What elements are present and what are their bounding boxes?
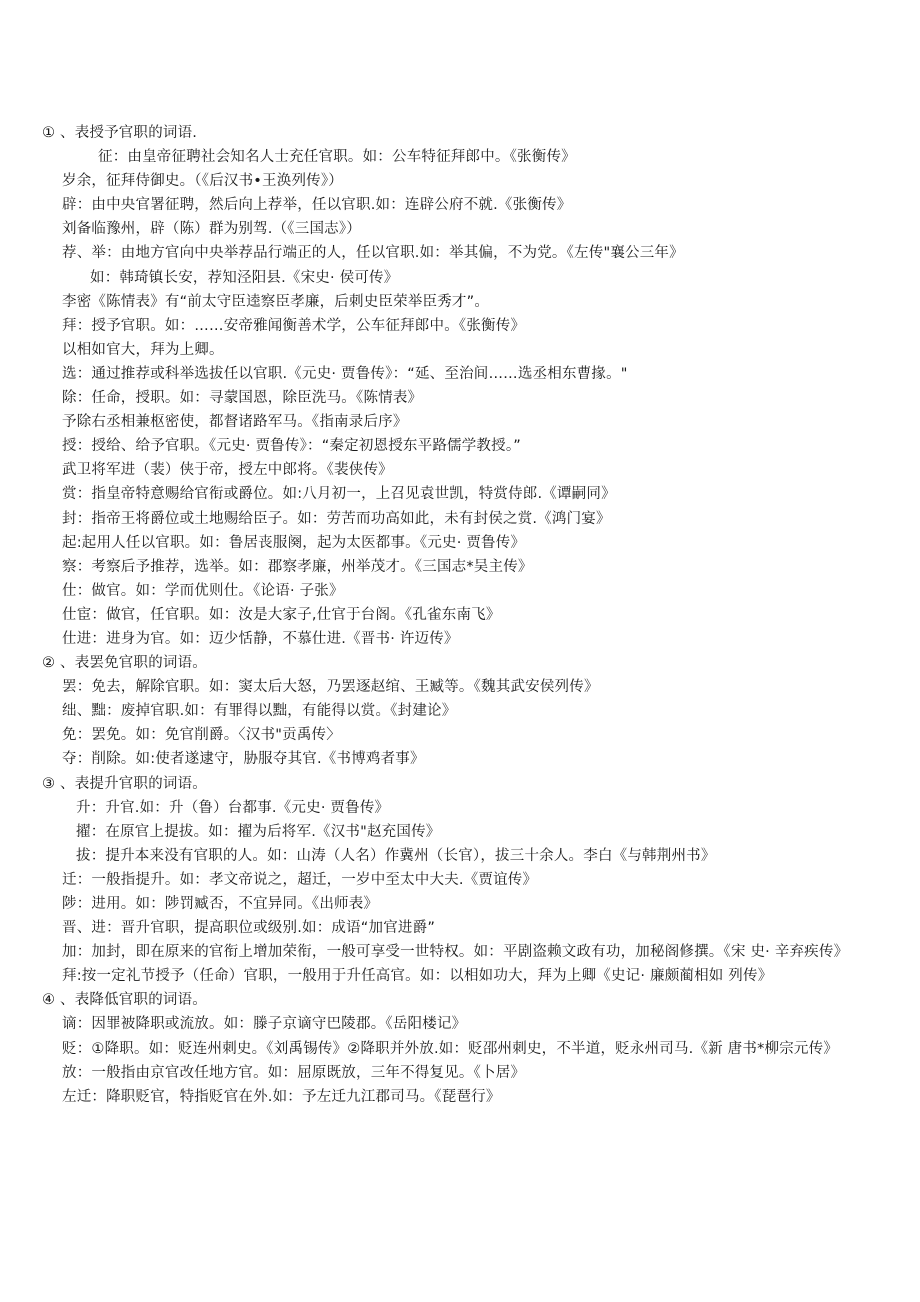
text-line: 刘备临豫州，辟（陈）群为别驾.（《三国志》） (62, 221, 362, 238)
text-line: 封：指帝王将爵位或土地赐给臣子。如：劳苦而功高如此，未有封侯之赏.《鸿门宴》 (62, 510, 611, 527)
text-line: 仕：做官。如：学而优则仕。《论语· 子张》 (62, 582, 344, 599)
text-line: 征：由皇帝征聘社会知名人士充任官职。如：公车特征拜郎中。《张衡传》 (98, 149, 576, 166)
text-line: 武卫将军进（裴）侠于帝，授左中郎将。《裴侠传》 (62, 462, 393, 479)
text-line: 拜：授予官职。如：……安帝雅闻衡善术学，公车征拜郎中。《张衡传》 (62, 317, 526, 334)
document-body (42, 121, 902, 1109)
text-line: 选：通过推荐或科举选拔任以官职.《元史· 贾鲁传》：“延、至治间……选丞相东曹掾。" (62, 365, 628, 382)
text-line: 晋、进：晋升官职，提高职位或级别.如：成语“加官进爵” (62, 920, 436, 937)
text-line: 授：授给、给予官职。《元史· 贾鲁传》：“秦定初恩授东平路儒学教授。” (62, 438, 521, 455)
text-line: 李密《陈情表》有“前太守臣逵察臣孝廉，后刺史臣荣举臣秀才”。 (62, 293, 490, 310)
text-line: 夺：削除。如:使者遂逮守，胁服夺其官.《书博鸡者事》 (62, 751, 425, 768)
text-line: 升：升官.如：升（鲁）台都事.《元史· 贾鲁传》 (76, 799, 390, 816)
text-line: 拔：提升本来没有官职的人。如：山涛（人名）作冀州（长官），拔三十余人。李白《与韩荆州书》 (76, 847, 716, 864)
section-heading: ③ 、表提升官职的词语。 (42, 775, 208, 792)
text-line: 谪：因罪被降职或流放。如：滕子京谪守巴陵郡。《岳阳楼记》 (62, 1016, 467, 1033)
text-line: 仕宦：做官，任官职。如：汝是大家子,仕官于台阁。《孔雀东南飞》 (62, 606, 501, 623)
text-line: 如：韩琦镇长安，荐知泾阳县.《宋史· 侯可传》 (90, 269, 399, 286)
text-line: 罢：免去，解除官职。如：窦太后大怒，乃罢逐赵绾、王臧等。《魏其武安侯列传》 (62, 679, 599, 696)
text-line: 迁：一般指提升。如：孝文帝说之，超迁，一岁中至太中大夫.《贾谊传》 (62, 871, 538, 888)
text-line: 予除右丞相兼枢密使，都督诸路军马。《指南录后序》 (62, 414, 408, 431)
text-line: 起:起用人任以官职。如：鲁居丧服阕，起为太医都事。《元史· 贾鲁传》 (62, 534, 526, 551)
text-line: 赏：指皇帝特意赐给官衔或爵位。如:八月初一，上召见袁世凯，特赏侍郎.《谭嗣同》 (62, 486, 616, 503)
text-line: 左迁：降职贬官，特指贬官在外.如：予左迁九江郡司马。《琵琶行》 (62, 1088, 501, 1105)
text-line: 除：任命，授职。如：寻蒙国恩，除臣洗马。《陈情表》 (62, 390, 423, 407)
text-line: 擢：在原官上提拔。如：擢为后将军.《汉书"赵充国传》 (76, 823, 441, 840)
text-line: 察：考察后予推荐，选举。如：郡察孝廉，州举茂才。《三国志*吴主传》 (62, 558, 533, 575)
text-line: 岁余，征拜侍御史。（《后汉书•王涣列传》） (62, 173, 344, 190)
section-heading: ② 、表罢免官职的词语。 (42, 655, 208, 672)
text-line: 辟：由中央官署征聘，然后向上荐举，任以官职.如：连辟公府不就.《张衡传》 (62, 197, 572, 214)
text-line: 加：加封，即在原来的官衔上增加荣衔，一般可享受一世特权。如：平剧盗赖文政有功，加秘阁修撰。《宋 史· 辛弃疾传》 (62, 944, 849, 961)
section-heading: ① 、表授予官职的词语. (42, 125, 198, 141)
text-line: 以相如官大，拜为上卿。 (62, 341, 224, 358)
text-line: 贬：①降职。如：贬连州刺史。《刘禹锡传》②降职并外放.如：贬邵州刺史，不半道，贬永州司马.《新 唐书*柳宗元传》 (62, 1040, 839, 1057)
text-line: 绌、黜：废掉官职.如：有罪得以黜，有能得以赏。《封建论》 (62, 703, 457, 720)
section-heading: ④ 、表降低官职的词语。 (42, 992, 208, 1009)
text-line: 拜:按一定礼节授予（任命）官职，一般用于升任高官。如：以相如功大，拜为上卿《史记· 廉颇蔺相如 列传》 (62, 968, 773, 985)
text-line: 荐、举：由地方官向中央举荐品行端正的人，任以官职.如：举其偏，不为党。《左传"襄公三年》 (62, 245, 684, 262)
text-line: 免：罢免。如：免官削爵。〈汉书"贡禹传〉 (62, 727, 341, 744)
text-line: 陟：进用。如：陟罚臧否，不宜异同。《出师表》 (62, 896, 379, 912)
text-line: 放：一般指由京官改任地方官。如：屈原既放，三年不得复见。《卜居》 (62, 1064, 526, 1081)
text-line: 仕进：进身为官。如：迈少恬静，不慕仕进.《晋书· 许迈传》 (62, 630, 459, 647)
